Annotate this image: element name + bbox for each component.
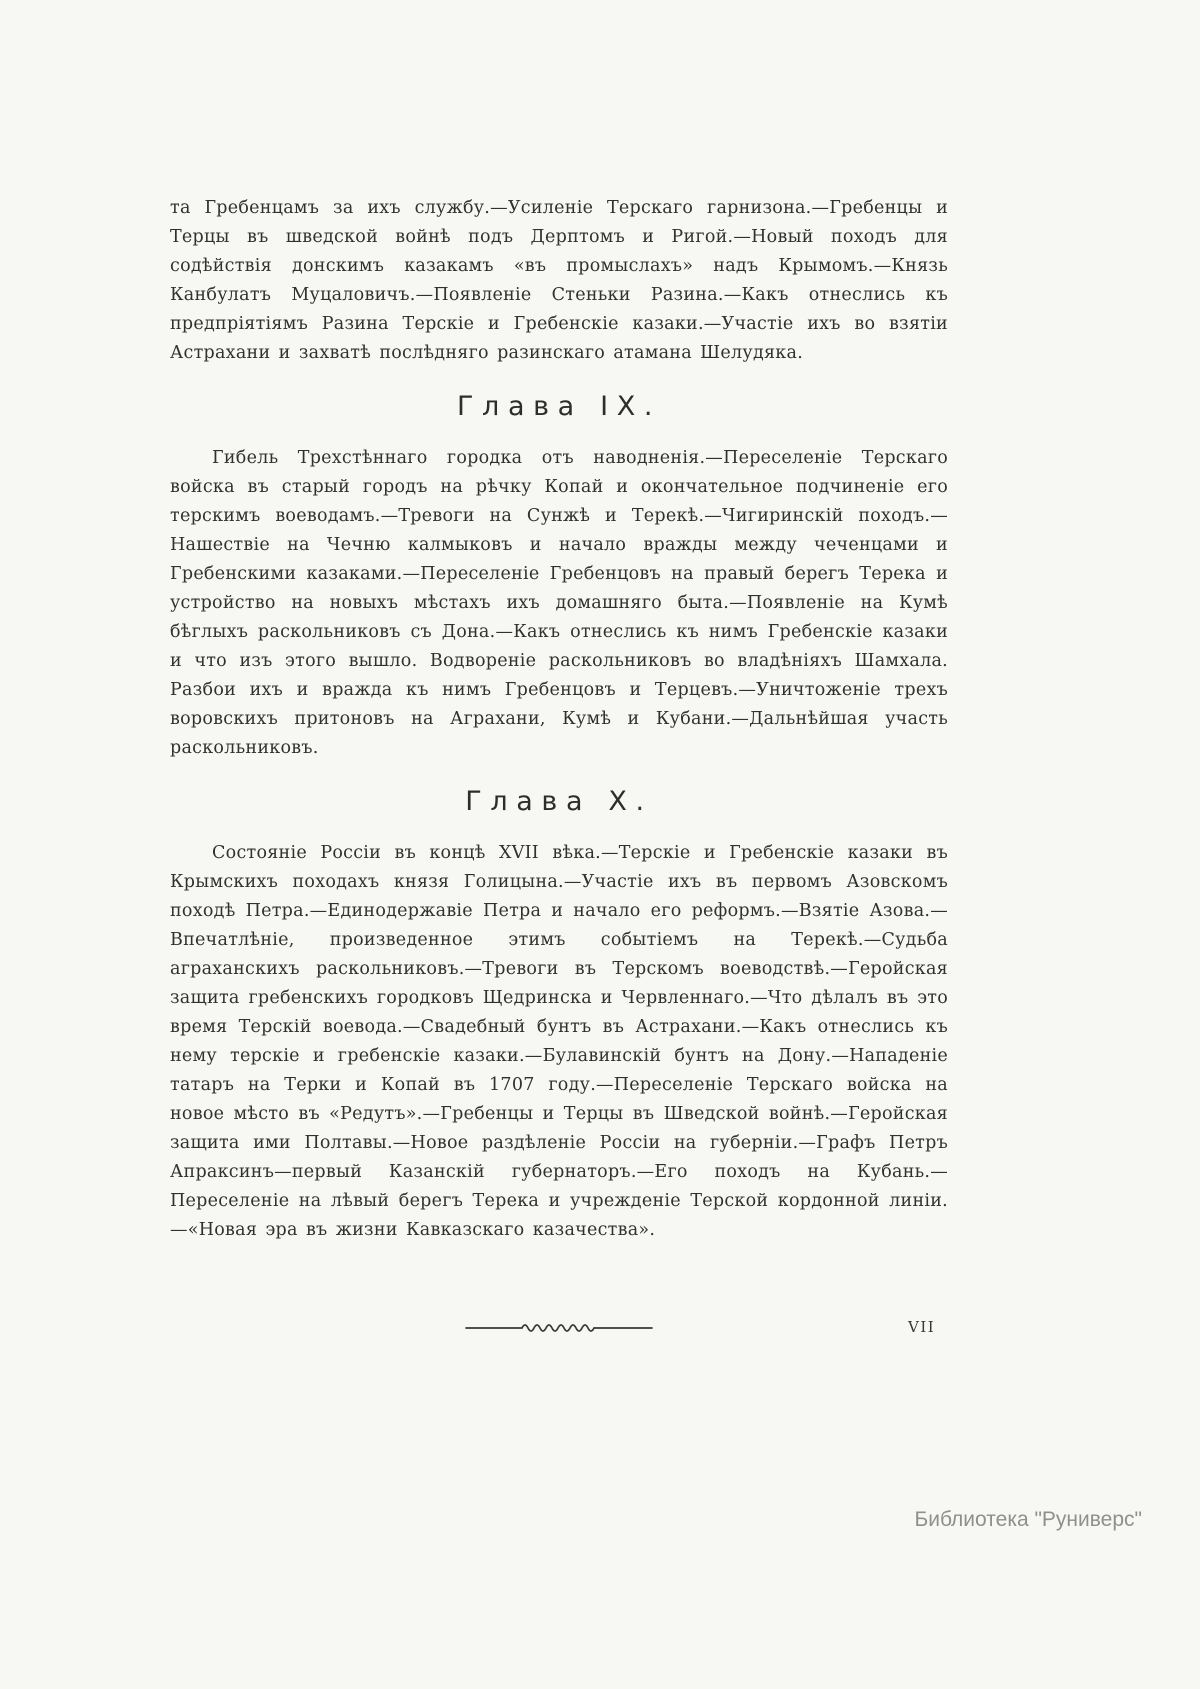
text-column <box>170 194 948 1336</box>
chapter-9-heading: Глава IX. <box>456 391 662 422</box>
squiggle-ornament-icon <box>464 1320 654 1336</box>
chapter-10-summary: Состояніе Россіи въ концѣ XVII вѣка.—Терскіе и Гребенскіе казаки въ Крымскихъ походахъ князя Голицына.—Участіе ихъ въ первомъ Азовскомъ походѣ Петра.—Единодержавіе Петра и начало его реформъ.—Взятіе Азова.—Впечатлѣніе, произведенное этимъ событіемъ на Терекѣ.—Судьба аграханскихъ раскольниковъ.—Тревоги въ Терскомъ воеводствѣ.—Геройская защита гребенскихъ городковъ Щедринска и Червленнаго.—Что дѣлалъ въ это время Терскій воевода.—Свадебный бунтъ въ Астрахани.—Какъ отнеслись къ нему терскіе и гребенскіе казаки.—Булавинскій бунтъ на Дону.—Нападеніе татаръ на Терки и Копай въ 1707 году.—Переселеніе Терскаго войска на новое мѣсто въ «Редутъ».—Гребенцы и Терцы въ Шведской войнѣ.—Геройская защита ими Полтавы.—Новое раздѣленіе Россіи на губерніи.—Графъ Петръ Апраксинъ—первый Казанскій губернаторъ.—Его походъ на Кубань.—Переселеніе на лѣвый берегъ Терека и учрежденіе Терской кордонной линіи.—«Новая эра въ жизни Кавказскаго казачества». <box>170 843 948 1240</box>
page-number: VII <box>908 1318 936 1336</box>
chapter-10-heading: Глава X. <box>465 786 653 817</box>
library-watermark: Библиотека "Руниверс" <box>914 1508 1142 1531</box>
chapter-8-summary-continuation: та Гребенцамъ за ихъ службу.—Усиленіе Терскаго гарнизона.—Гребенцы и Терцы въ шведской войнѣ подъ Дерптомъ и Ригой.—Новый походъ для содѣйствія донскимъ казакамъ «въ промыслахъ» надъ Крымомъ.—Князь Канбулатъ Муцаловичъ.—Появленіе Стеньки Разина.—Какъ отнеслись къ предпріятіямъ Разина Терскіе и Гребенскіе казаки.—Участіе ихъ во взятіи Астрахани и захватѣ послѣдняго разинскаго атамана Шелудяка. <box>170 198 948 363</box>
chapter-9-summary: Гибель Трехстѣннаго городка отъ наводненія.—Переселеніе Терскаго войска въ старый городъ на рѣчку Копай и окончательное подчиненіе его терскимъ воеводамъ.—Тревоги на Сунжѣ и Терекѣ.—Чигиринскій походъ.—Нашествіе на Чечню калмыковъ и начало вражды между чеченцами и Гребенскими казаками.—Переселеніе Гребенцовъ на правый берегъ Терека и устройство на новыхъ мѣстахъ ихъ домашняго быта.—Появленіе на Кумѣ бѣглыхъ раскольниковъ съ Дона.—Какъ отнеслись къ нимъ Гребенскіе казаки и что изъ этого вышло. Водвореніе раскольниковъ во владѣніяхъ Шамхала. Разбои ихъ и вражда къ нимъ Гребенцовъ и Терцевъ.—Уничтоженіе трехъ воровскихъ притоновъ на Аграхани, Кумѣ и Кубани.—Дальнѣйшая участь раскольниковъ. <box>170 448 948 758</box>
section-divider <box>170 1317 948 1336</box>
